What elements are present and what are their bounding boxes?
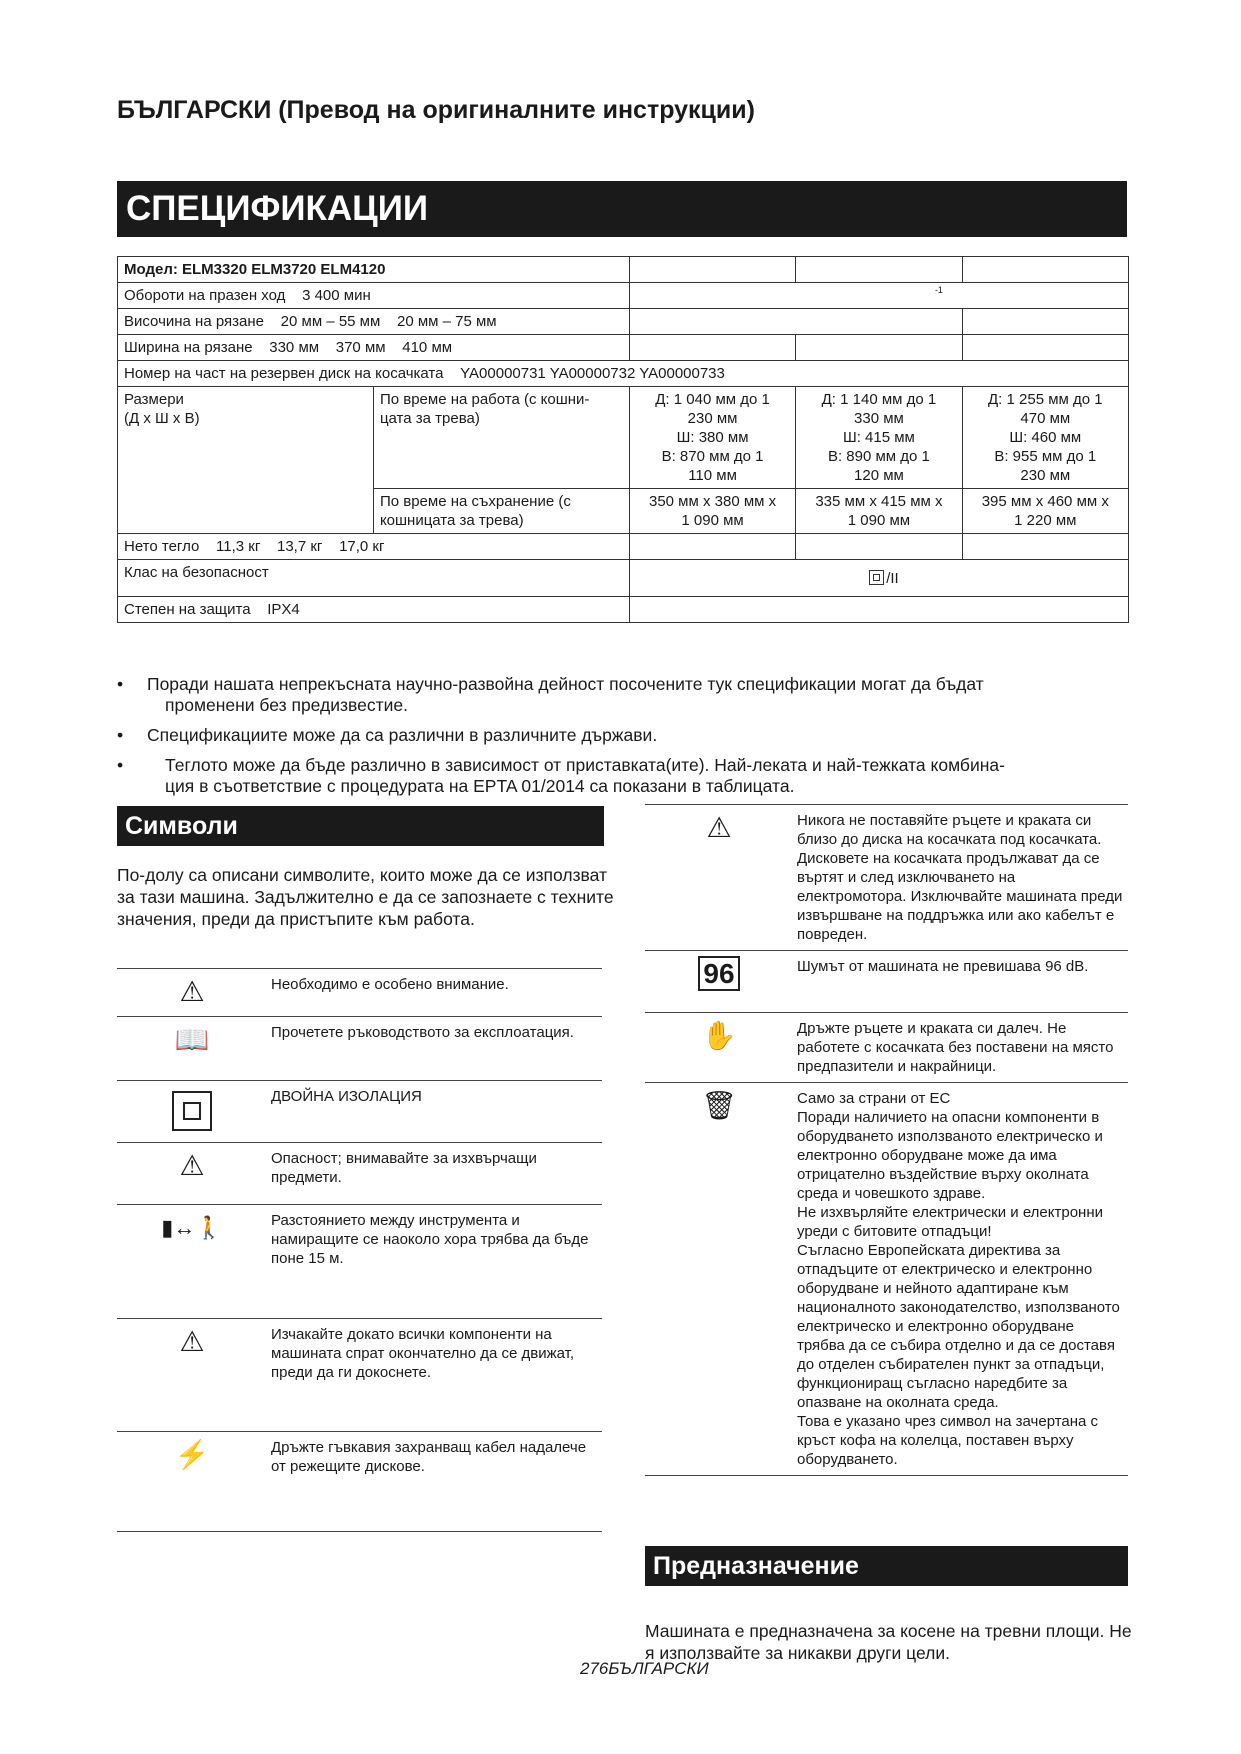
symbol-row: ⚠ Никога не поставяйте ръцете и краката си близо до диска на косачката под косачката. Дисковете на косачката продължават да се въртят и след изключването на електромотора. Изключвайте машината преди извършване на поддръжка или ако кабелът е повреден. <box>645 805 1128 951</box>
symbol-row: 🗑 Само за страни от ЕС Поради наличието на опасни компоненти в оборудването използваното електрическо и електронно оборудване може да има отрицателно въздействие върху околната среда и човешкото здраве. Не изхвърляйте електрически и електронни уреди с битовите отпадъци! Съгласно Европейската директива за отпадъците от електрическо и електронно оборудване и нейното адаптиране към националното законодателство, използваното електрическо и електронно оборудване трябва да се събира отделно и да се доставя до отделен събирателен пункт за отпадъци, функциониращ съгласно наредбите за опазване на околната среда. Това е указано чрез символ на зачертана с кръст кофа на колелца, поставен върху оборудването. <box>645 1083 1128 1476</box>
specification-notes <box>117 674 1127 806</box>
cut-width-label: Ширина на рязане <box>124 339 253 356</box>
dimensions-storage-3: 395 мм x 460 мм x 1 220 мм <box>962 489 1128 534</box>
spec-row-protection <box>118 597 1129 623</box>
symbols-heading: Символи <box>117 806 604 846</box>
spec-row-cut-width <box>118 335 1129 361</box>
intended-use-heading: Предназначение <box>645 1546 1128 1586</box>
part-number-value-3: YA00000733 <box>639 365 725 382</box>
dimensions-operating-2: Д: 1 140 мм до 1 330 мм Ш: 415 мм В: 890 мм до 1 120 мм <box>796 387 962 489</box>
spec-row-safety-class <box>118 560 1129 597</box>
net-weight-value-3: 17,0 кг <box>339 538 385 555</box>
cut-height-value-1: 20 мм – 55 мм <box>280 313 381 330</box>
spec-row-rpm <box>118 283 1129 309</box>
double-insulation-icon <box>172 1091 212 1131</box>
keep-distance-icon: ▮↔🚶 <box>161 1215 223 1240</box>
cut-width-value-1: 330 мм <box>269 339 320 356</box>
page-footer <box>580 1659 709 1679</box>
wait-stop-icon: ⚠ <box>179 1326 205 1357</box>
model-cell: Модел: ELM3320 ELM3720 ELM4120 <box>118 257 630 283</box>
cut-height-label: Височина на рязане <box>124 313 264 330</box>
symbol-row: 📖 Прочетете ръководството за експлоатация. <box>117 1017 602 1081</box>
double-insulation-icon <box>869 570 884 585</box>
page-language-title: БЪЛГАРСКИ (Превод на оригиналните инструкции) <box>117 96 755 124</box>
spec-row-net-weight <box>118 534 1129 560</box>
dimensions-operating-3: Д: 1 255 мм до 1 470 мм Ш: 460 мм В: 955 мм до 1 230 мм <box>962 387 1128 489</box>
dimensions-operating-label: По време на работа (с кошни- цата за трева) <box>373 387 629 489</box>
dimensions-storage-2: 335 мм x 415 мм x 1 090 мм <box>796 489 962 534</box>
rpm-superscript: -1 <box>934 285 943 295</box>
cut-width-value-3: 410 мм <box>402 339 453 356</box>
cut-width-value-2: 370 мм <box>335 339 386 356</box>
safety-class-label: Клас на безопасност <box>118 560 630 597</box>
hands-feet-blade-icon: ⚠ <box>706 812 732 843</box>
noise-96db-icon: 96 <box>698 956 739 991</box>
page-number: 276 <box>580 1659 609 1678</box>
spec-row-part-number <box>118 361 1129 387</box>
dimensions-operating-1: Д: 1 040 мм до 1 230 мм Ш: 380 мм В: 870 мм до 1 110 мм <box>629 387 795 489</box>
symbols-table-left <box>117 968 602 1532</box>
part-number-label: Номер на част на резервен диск на косачката <box>124 365 444 382</box>
dimensions-storage-1: 350 мм x 380 мм x 1 090 мм <box>629 489 795 534</box>
dimensions-label: Размери (Д x Ш x В) <box>118 387 374 534</box>
cable-away-icon: ⚡ <box>174 1439 210 1470</box>
cut-height-value-2: 20 мм – 75 мм <box>396 313 497 330</box>
rpm-label: Обороти на празен ход <box>124 287 286 304</box>
dimensions-storage-label: По време на съхранение (с кошницата за трева) <box>373 489 629 534</box>
net-weight-value-1: 11,3 кг <box>216 538 261 555</box>
symbols-intro: По-долу са описани символите, които може да се използват за тази машина. Задължително е да се запознаете с техните значения, преди да пристъпите към работа. <box>117 865 614 929</box>
protection-label: Степен на защита <box>124 601 251 618</box>
symbol-row: ▮↔🚶 Разстоянието между инструмента и намиращите се наоколо хора трябва да бъде поне 15 м. <box>117 1205 602 1319</box>
symbol-row: ✋ Дръжте ръцете и краката си далеч. Не работете с косачката без поставени на място предпазители и накрайници. <box>645 1013 1128 1083</box>
rpm-value: 3 400 мин <box>302 287 371 304</box>
part-number-value-2: YA00000732 <box>549 365 636 382</box>
protection-value: IPX4 <box>267 601 300 618</box>
keep-hands-away-icon: ✋ <box>701 1020 737 1051</box>
part-number-value-1: YA00000731 <box>460 365 546 382</box>
note-item: • Спецификациите може да са различни в различните държави. <box>117 725 1127 746</box>
symbol-row: ⚡ Дръжте гъвкавия захранващ кабел надалече от режещите дискове. <box>117 1432 602 1532</box>
net-weight-label: Нето тегло <box>124 538 200 555</box>
specifications-heading: СПЕЦИФИКАЦИИ <box>117 181 1127 237</box>
spec-row-model <box>118 257 1129 283</box>
flying-objects-icon: ⚠ <box>179 1150 205 1181</box>
symbol-row: ⚠ Опасност; внимавайте за изхвърчащи предмети. <box>117 1143 602 1205</box>
symbol-row: 96 Шумът от машината не превишава 96 dB. <box>645 951 1128 1013</box>
symbol-row: ДВОЙНА ИЗОЛАЦИЯ <box>117 1081 602 1143</box>
intended-use-text: Машината е предназначена за косене на тревни площи. Не я използвайте за никакви други цели. <box>645 1621 1132 1663</box>
warning-triangle-icon: ⚠ <box>179 976 205 1007</box>
note-item: • Теглото може да бъде различно в зависимост от приставката(ите). Най-леката и най-тежката комбина- ция в съответствие с процедурата на EPTA 01/2014 са показани в таблицата. <box>117 755 1127 797</box>
note-item: • Поради нашата непрекъсната научно-развойна дейност посочените тук спецификации могат да бъдат променени без предизвестие. <box>117 674 1127 716</box>
spec-row-cut-height <box>118 309 1129 335</box>
read-manual-icon: 📖 <box>174 1024 210 1055</box>
symbol-row: ⚠ Изчакайте докато всички компоненти на машината спрат окончателно да се движат, преди да ги докоснете. <box>117 1319 602 1432</box>
safety-class-value: /II <box>886 569 899 587</box>
footer-language: БЪЛГАРСКИ <box>608 1659 709 1678</box>
specifications-table <box>117 256 1129 623</box>
spec-row-dimensions-operating <box>118 387 1129 489</box>
symbols-table-right <box>645 804 1128 1476</box>
weee-bin-icon: 🗑 <box>701 1090 737 1121</box>
symbol-row: ⚠ Необходимо е особено внимание. <box>117 969 602 1017</box>
net-weight-value-2: 13,7 кг <box>276 538 323 555</box>
